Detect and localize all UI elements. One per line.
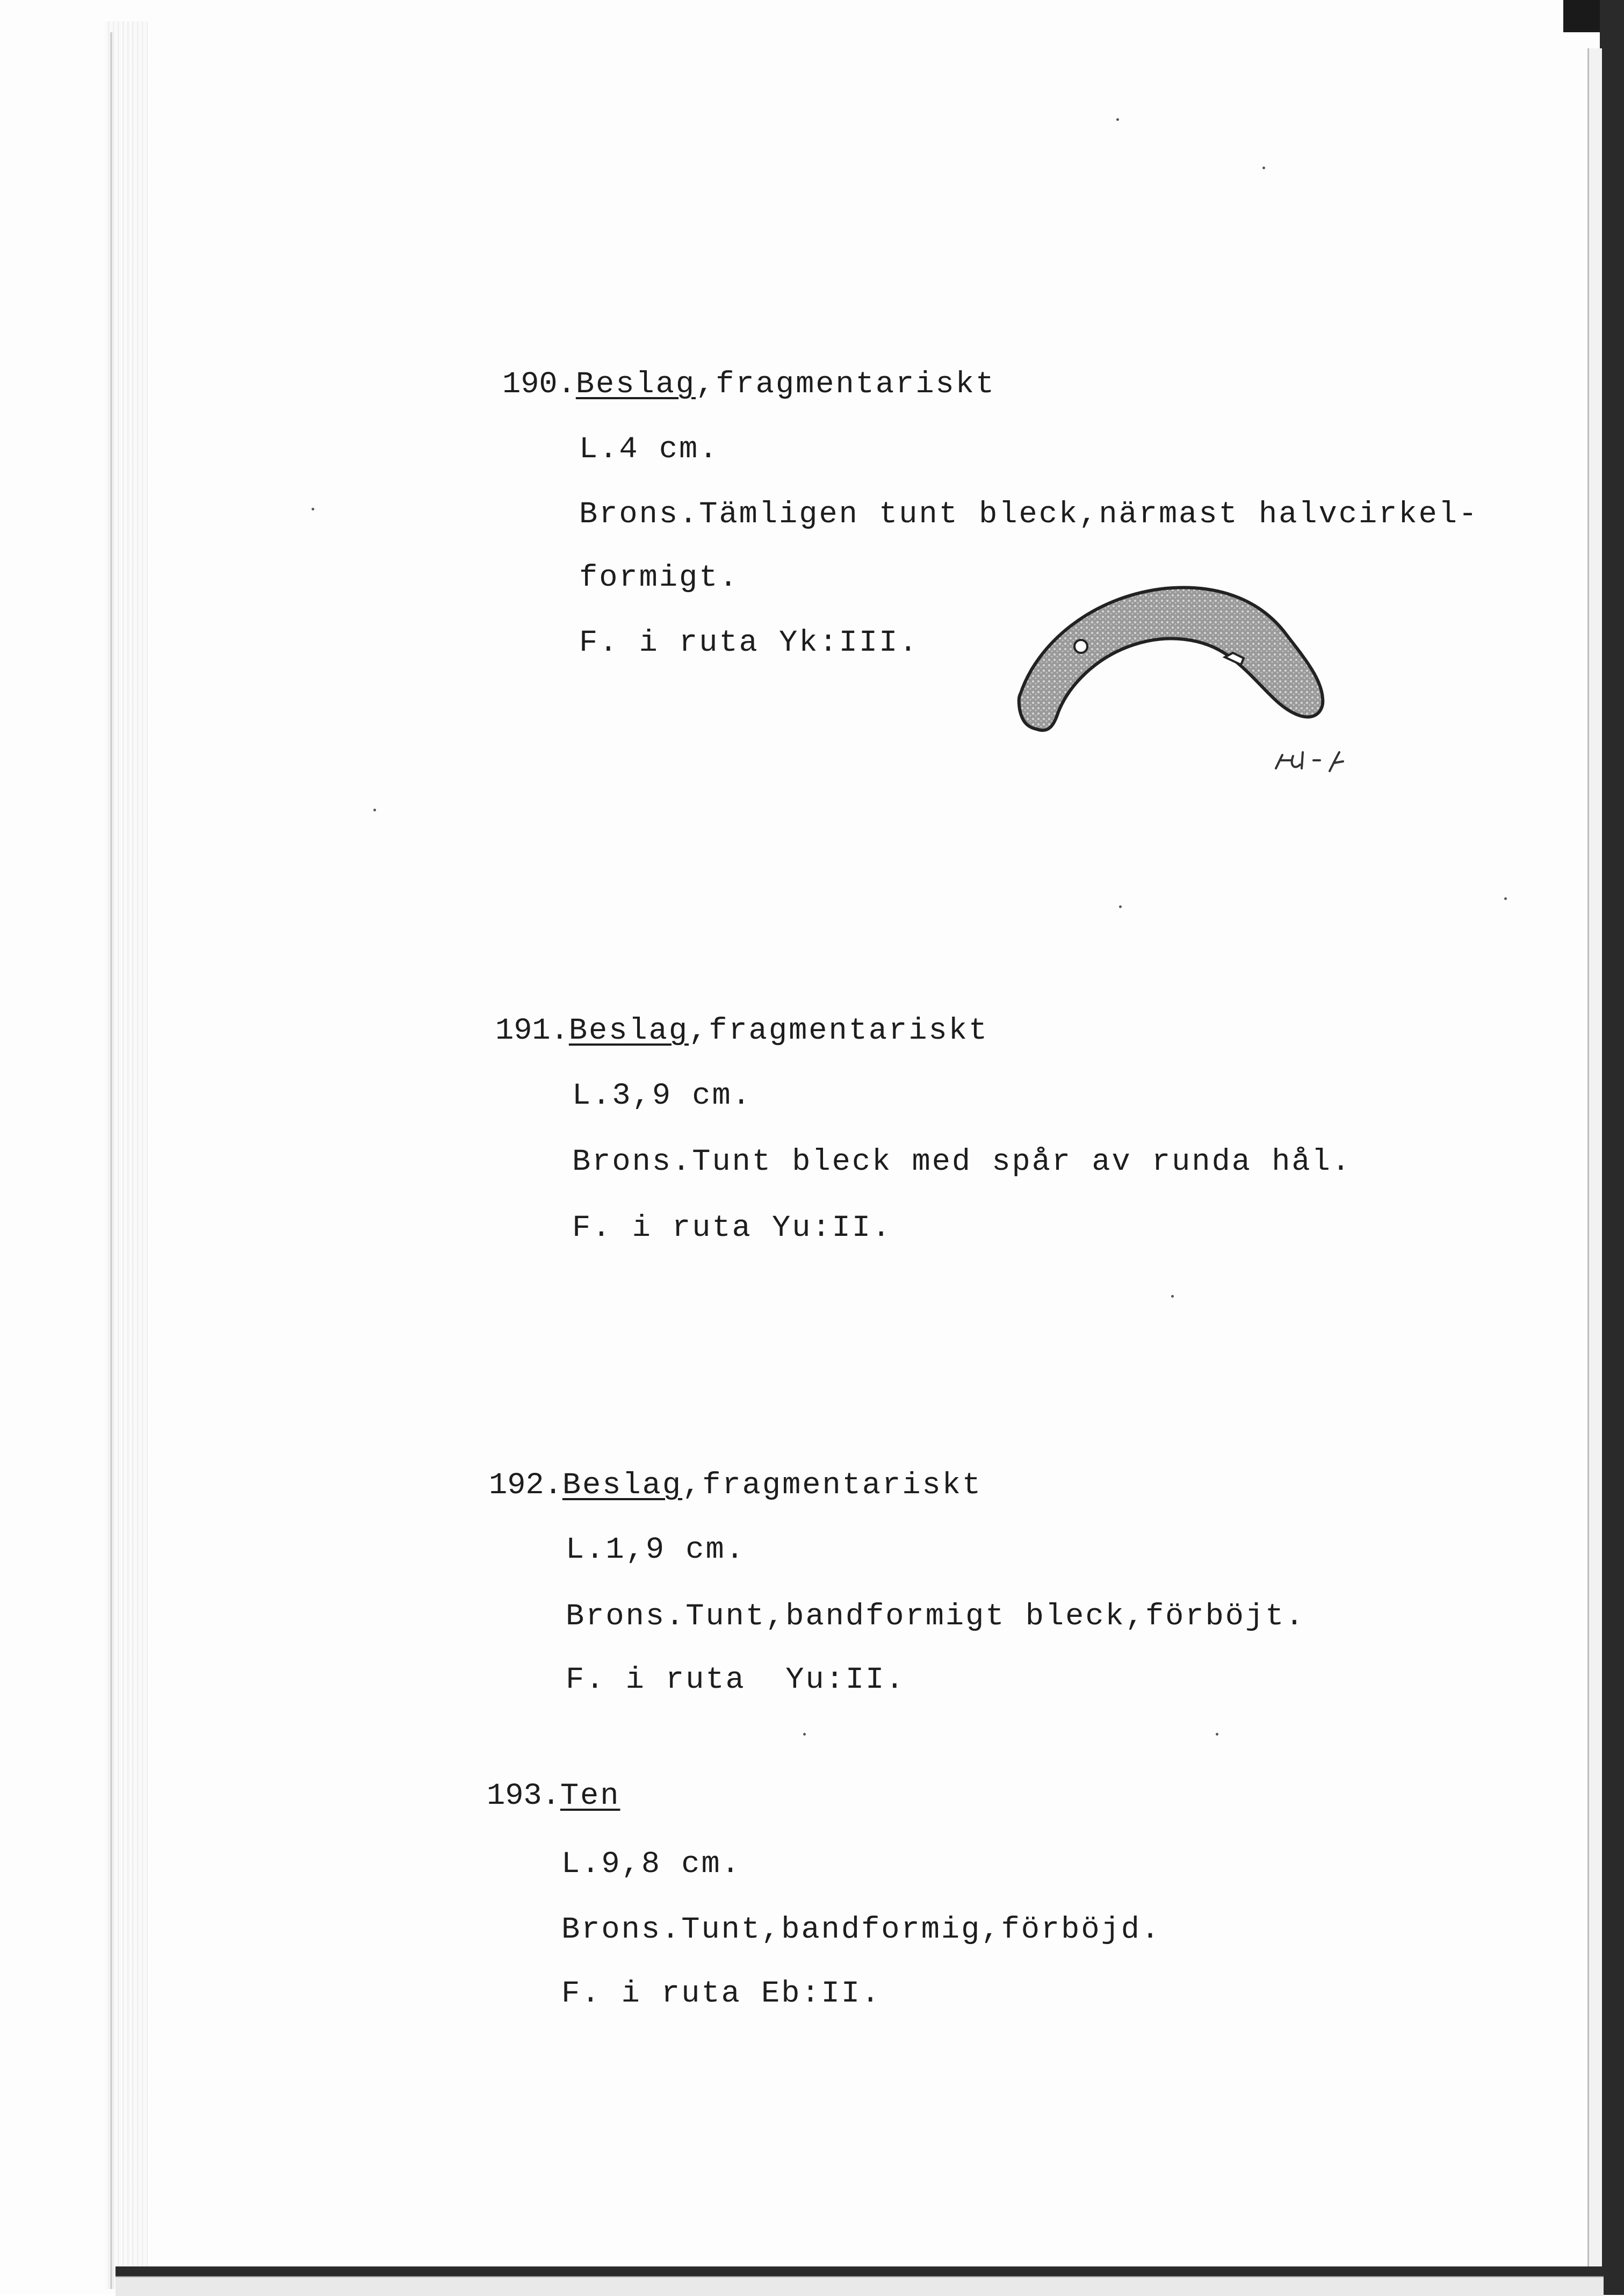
scan-speck — [1504, 897, 1507, 900]
scan-speck — [1262, 167, 1265, 169]
entry-object: Ten — [560, 1779, 620, 1813]
entry-192-find: F. i ruta Yu:II. — [566, 1663, 906, 1697]
entry-number: 193. — [487, 1779, 560, 1813]
entry-object: Beslag — [562, 1469, 683, 1503]
page-edge-right — [1587, 48, 1602, 2278]
fitting-hole — [1074, 640, 1087, 653]
entry-190-heading — [502, 368, 995, 402]
entry-193-length: L.9,8 cm. — [561, 1847, 741, 1882]
scan-speck — [1216, 1733, 1218, 1736]
entry-190-find: F. i ruta Yk:III. — [579, 626, 919, 660]
entry-191-find: F. i ruta Yu:II. — [572, 1211, 892, 1246]
entry-193-find: F. i ruta Eb:II. — [561, 1977, 882, 2011]
scan-border-bottom — [116, 2266, 1604, 2276]
entry-191-description-1: Brons.Tunt bleck med spår av runda hål. — [572, 1145, 1352, 1179]
entry-192-heading — [489, 1469, 982, 1503]
entry-190-description-1: Brons.Tämligen tunt bleck,närmast halvcirkel- — [579, 498, 1479, 532]
entry-192-length: L.1,9 cm. — [566, 1533, 746, 1567]
page-edge-bottom — [116, 2276, 1604, 2296]
scan-border-right — [1600, 0, 1624, 2295]
entry-qualifier: ,fragmentariskt — [689, 1014, 989, 1048]
scan-speck — [1116, 118, 1119, 121]
entry-193-heading — [487, 1779, 620, 1813]
scan-speck — [803, 1733, 806, 1736]
entry-number: 191. — [495, 1014, 569, 1048]
scan-speck — [1119, 905, 1122, 908]
binding-line — [110, 32, 112, 2289]
entry-190-description-2: formigt. — [579, 561, 739, 595]
entry-number: 190. — [502, 368, 576, 402]
scan-speck — [1171, 1295, 1174, 1298]
scan-speck — [373, 809, 376, 811]
entry-number: 192. — [489, 1469, 562, 1503]
entry-193-description-1: Brons.Tunt,bandformig,förböjd. — [561, 1913, 1161, 1947]
entry-191-length: L.3,9 cm. — [572, 1079, 752, 1113]
signature — [1271, 744, 1373, 782]
entry-190-length: L.4 cm. — [579, 433, 719, 467]
entry-192-description-1: Brons.Tunt,bandformigt bleck,förböjt. — [566, 1600, 1305, 1634]
entry-object: Beslag — [575, 368, 696, 402]
entry-qualifier: ,fragmentariskt — [696, 368, 996, 402]
entry-object: Beslag — [568, 1014, 689, 1048]
fitting-outline — [1019, 587, 1323, 730]
entry-qualifier: ,fragmentariskt — [682, 1469, 983, 1503]
scan-speck — [312, 508, 314, 510]
entry-191-heading — [495, 1014, 988, 1048]
